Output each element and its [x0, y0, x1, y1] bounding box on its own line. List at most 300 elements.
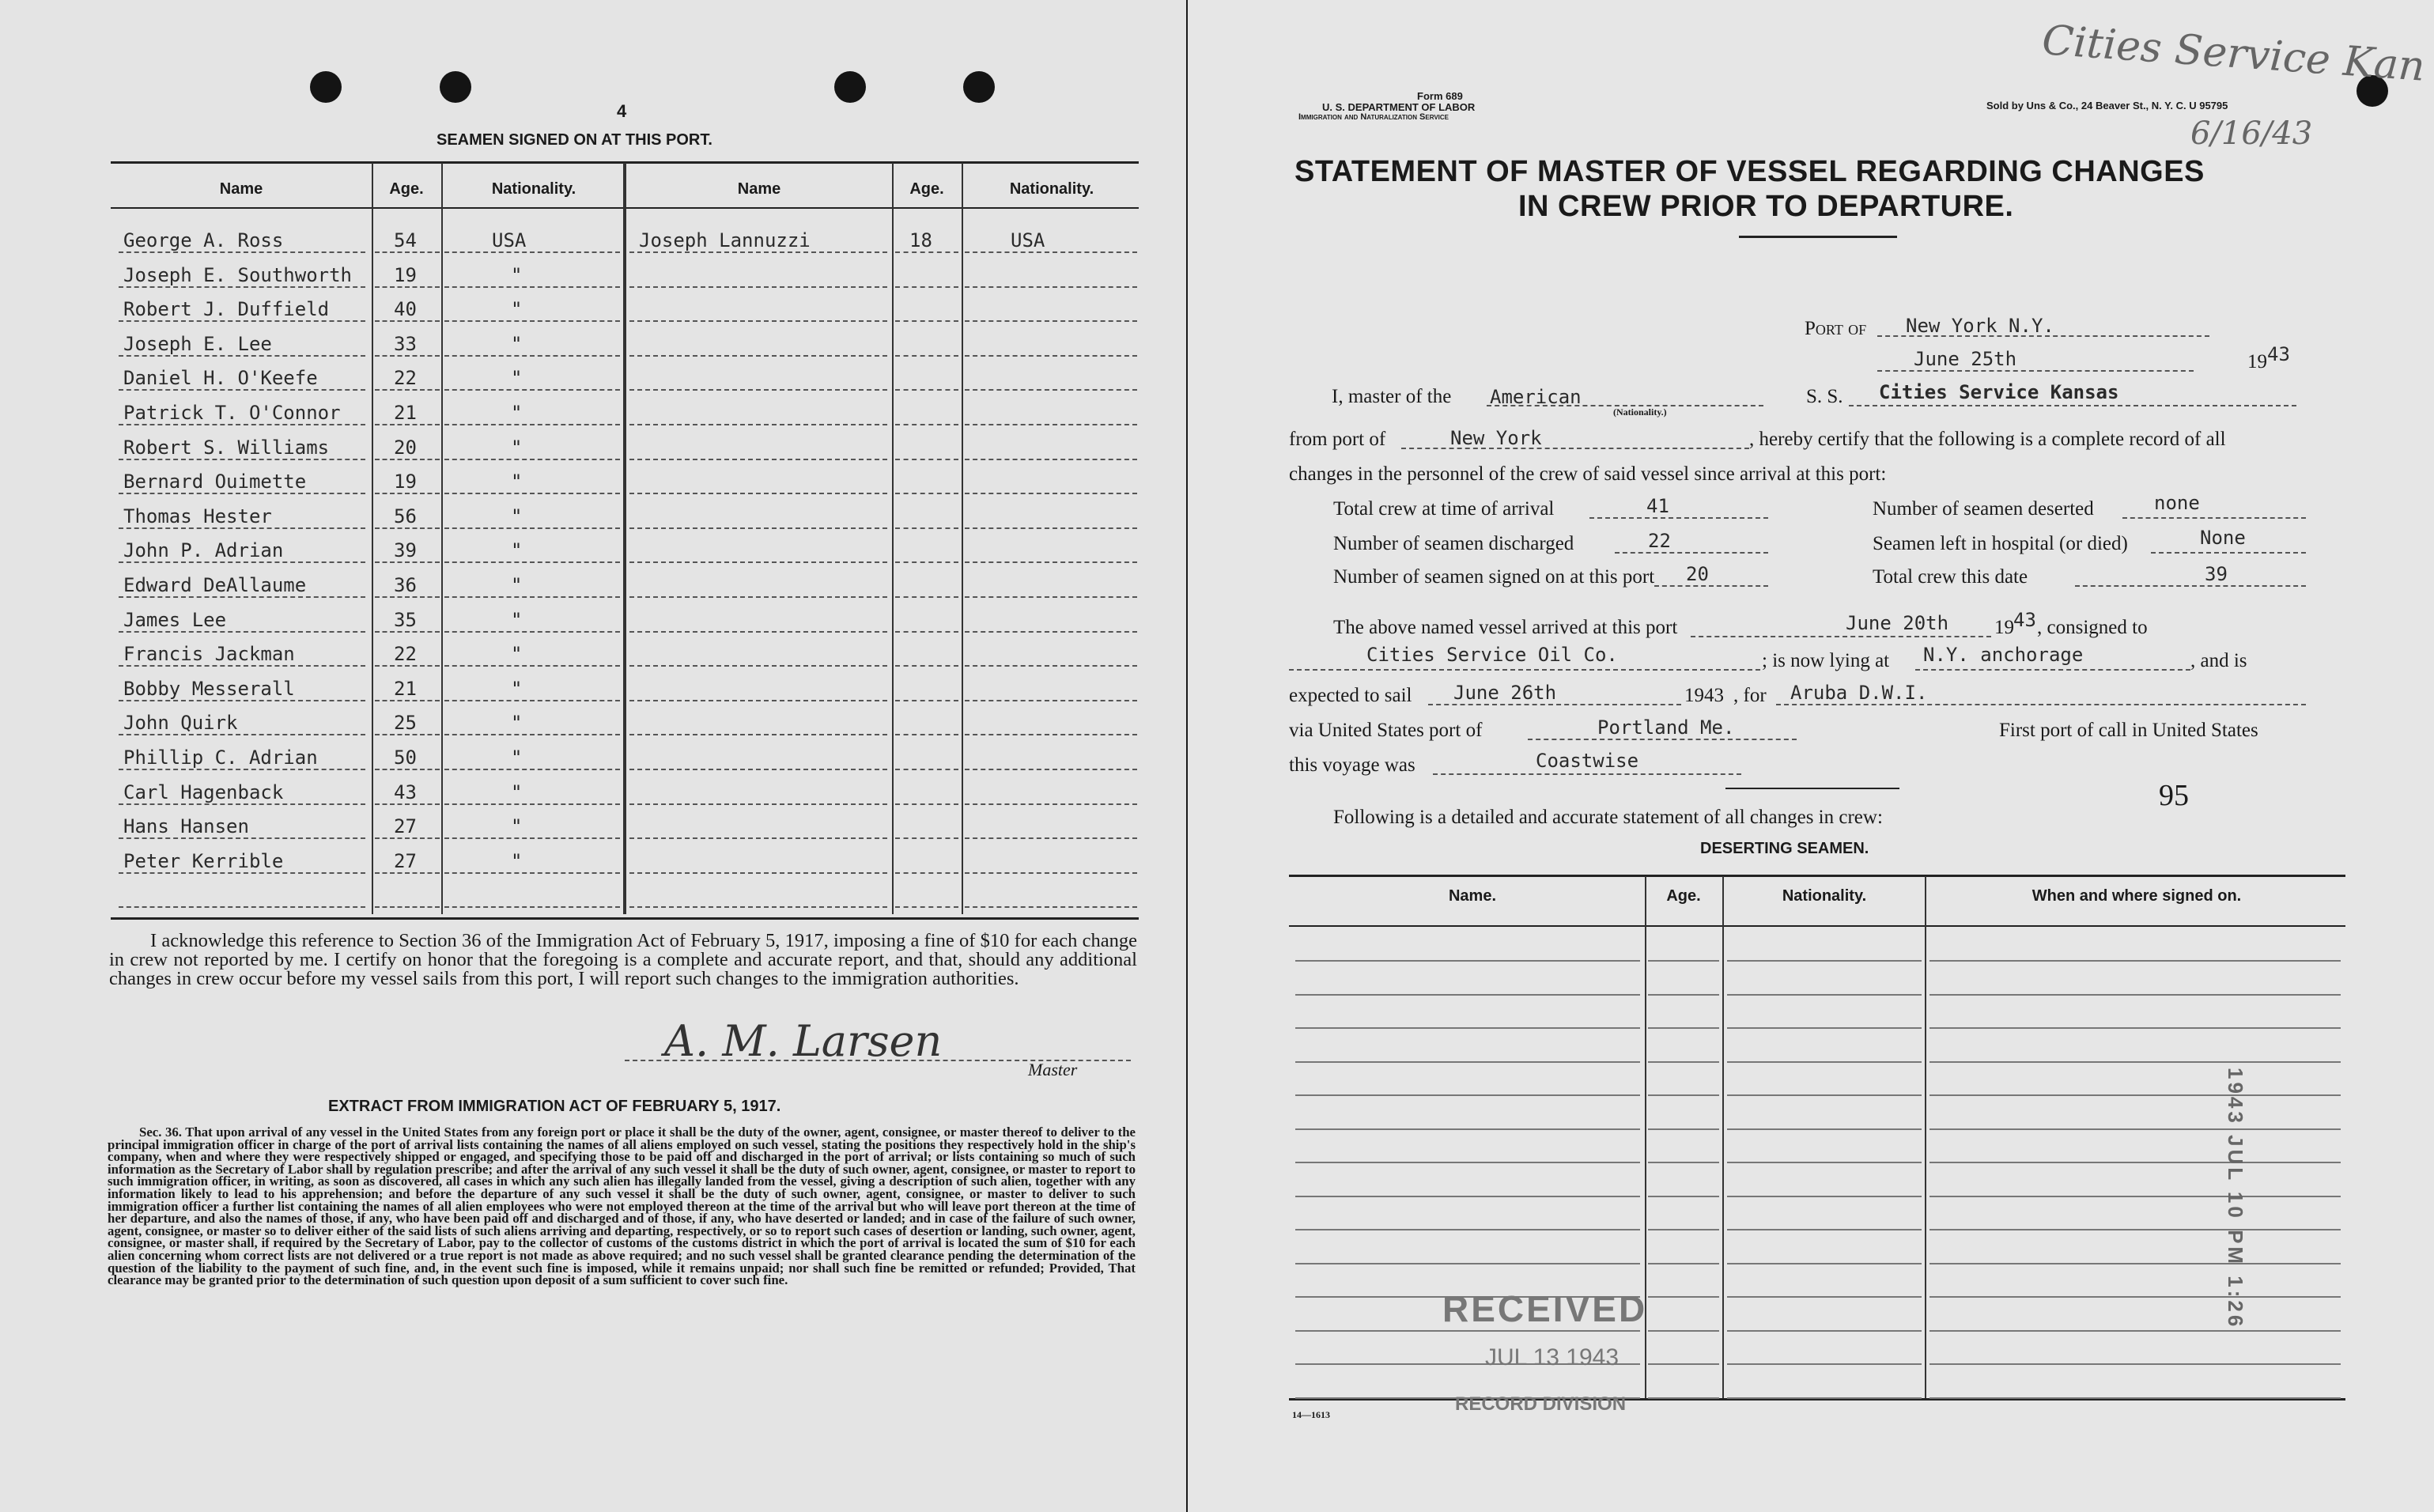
col-header-name: Name	[219, 180, 263, 198]
table-cell-age: 33	[394, 333, 417, 355]
desert-header-age: Age.	[1666, 887, 1701, 905]
year-prefix: 19	[2247, 351, 2267, 372]
row-rule	[1295, 1128, 1640, 1130]
discharged-label: Number of seamen discharged	[1333, 533, 1574, 554]
row-rule	[1648, 1263, 1719, 1264]
row-rule	[965, 493, 1137, 494]
row-rule	[895, 665, 958, 667]
table-cell-nationality: "	[511, 643, 523, 665]
row-rule	[119, 665, 365, 667]
col-header-name: Name	[737, 180, 781, 198]
table-cell-nationality: "	[511, 471, 523, 493]
row-rule	[1648, 1330, 1719, 1332]
row-rule	[1929, 1128, 2341, 1130]
table-cell-name: Joseph Lannuzzi	[639, 229, 811, 251]
form-title-line2: IN CREW PRIOR TO DEPARTURE.	[1518, 190, 2014, 223]
row-rule	[119, 769, 365, 770]
row-rule	[895, 561, 958, 563]
row-rule	[965, 631, 1137, 633]
row-rule	[1295, 1094, 1640, 1096]
col-divider	[623, 163, 626, 914]
row-rule	[629, 459, 887, 460]
row-rule	[444, 527, 620, 529]
row-rule	[1929, 994, 2341, 996]
row-rule	[1648, 1162, 1719, 1163]
row-rule	[965, 906, 1137, 908]
row-rule	[119, 424, 365, 425]
acknowledgement-text: I acknowledge this reference to Section 36 of the Immigration Act of February 5, 1917, imposing a fine of $10 for each change in crew not reported by me. I certify on honor that the foregoing is a complete and accurate report, and that, should any additional changes in crew occur before my vessel sails from this port, I will report such changes to the immigration authorities.	[109, 930, 1137, 989]
table-cell-nationality: "	[511, 678, 523, 700]
table-cell-age: 22	[394, 367, 417, 389]
row-rule	[895, 527, 958, 529]
table-cell-age: 27	[394, 850, 417, 872]
row-rule	[375, 872, 440, 874]
line	[1915, 669, 2190, 671]
row-rule	[119, 389, 365, 391]
row-rule	[629, 561, 887, 563]
department-label: U. S. DEPARTMENT OF LABOR	[1322, 101, 1476, 113]
row-rule	[1929, 1363, 2341, 1365]
line	[1289, 669, 1760, 671]
row-rule	[1727, 1162, 1922, 1163]
row-rule	[1929, 1061, 2341, 1063]
desert-table-top	[1289, 875, 2345, 877]
row-rule	[895, 320, 958, 322]
row-rule	[1295, 1061, 1640, 1063]
row-rule	[895, 906, 958, 908]
master-signature: A. M. Larsen	[664, 1016, 943, 1066]
table-cell-name: Carl Hagenback	[123, 781, 284, 803]
row-rule	[1727, 1094, 1922, 1096]
table-cell-age: 56	[394, 505, 417, 527]
page-number: 4	[617, 101, 627, 121]
total-crew-date-value: 39	[2205, 563, 2228, 585]
received-stamp: RECEIVED	[1442, 1288, 1648, 1329]
lying-label: ; is now lying at	[1762, 650, 1890, 671]
form-number: Form 689	[1417, 90, 1463, 102]
row-rule	[895, 769, 958, 770]
row-rule	[375, 320, 440, 322]
row-rule	[444, 700, 620, 701]
lying-value: N.Y. anchorage	[1923, 644, 2084, 666]
row-rule	[375, 355, 440, 357]
following-text: Following is a detailed and accurate statement of all changes in crew:	[1333, 807, 1883, 828]
row-rule	[1929, 1162, 2341, 1163]
row-rule	[119, 906, 365, 908]
total-crew-arrival-value: 41	[1646, 495, 1669, 517]
table-cell-age: 27	[394, 815, 417, 837]
row-rule	[1727, 1128, 1922, 1130]
voyage-value: Coastwise	[1536, 750, 1639, 772]
row-rule	[444, 769, 620, 770]
row-rule	[444, 320, 620, 322]
punch-hole	[440, 71, 471, 103]
line	[2151, 552, 2306, 554]
row-rule	[444, 803, 620, 805]
table-cell-age: 36	[394, 574, 417, 596]
row-rule	[965, 389, 1137, 391]
row-rule	[1648, 960, 1719, 962]
row-rule	[895, 734, 958, 735]
row-rule	[1648, 1061, 1719, 1063]
row-rule	[119, 803, 365, 805]
row-rule	[895, 631, 958, 633]
row-rule	[1295, 1162, 1640, 1163]
deserting-title: DESERTING SEAMEN.	[1700, 840, 1869, 857]
table-cell-age: 35	[394, 609, 417, 631]
row-rule	[1648, 1027, 1719, 1029]
row-rule	[1727, 1061, 1922, 1063]
row-rule	[444, 424, 620, 425]
col-header-nationality: Nationality.	[1009, 180, 1094, 198]
row-rule	[375, 803, 440, 805]
consigned-label: , consigned to	[2037, 617, 2148, 638]
row-rule	[895, 459, 958, 460]
row-rule	[1929, 1229, 2341, 1230]
table-cell-age: 43	[394, 781, 417, 803]
row-rule	[629, 872, 887, 874]
table-cell-age: 39	[394, 539, 417, 561]
col-divider	[441, 163, 443, 914]
row-rule	[965, 561, 1137, 563]
row-rule	[375, 665, 440, 667]
row-rule	[965, 734, 1137, 735]
extract-text: Sec. 36. That upon arrival of any vessel in the United States from any foreign port or place it shall be the duty of the owner, agent, consignee, or master thereof to deliver to the principal immigration officer in charge of the port of arrival lists containing the names of all aliens employed on such vessel, stating the positions they respectively hold in the ship's company, when and where they were respectively shipped or engaged, and specifying those to be paid off and discharged in the port of arrival; or lists containing so much of such information as the Secretary of Labor shall by regulation prescribe; and after the arrival of any such vessel it shall be the duty of such owner, agent, consignee, or master to report to such immigration officer, in writing, as soon as discovered, all cases in which any such alien has illegally landed from the vessel, giving a description of such alien, together with any information likely to lead to his apprehension; and before the departure of any such vessel it shall be the duty of such owner, agent, consignee, or master to deliver to such immigration officer a further list containing the names of all alien employees who were not employed thereon at the time of the arrival but who will leave port thereon at the time of her departure, and also the names of those, if any, who have been paid off and discharged and of those, if any, who have deserted or landed; and in case of the failure of such owner, agent, consignee, or master so to deliver either of the said lists of such aliens arriving and departing, respectively, or so to report such cases of desertion or landing, such owner, agent, consignee, or master shall, if required by the Secretary of Labor, pay to the collector of customs of the customs district in which the port of arrival is located the sum of $10 for each alien concerning whom correct lists are not delivered or a true report is not made as above required; and no such vessel shall be granted clearance pending the determination of the question of the liability to the payment of such fine, and, in the event such fine is imposed, while it remains unpaid; nor shall such fine be remitted or refunded; Provided, That clearance may be granted prior to the determination of such question upon deposit of a sum sufficient to cover such fine.	[108, 1125, 1136, 1288]
row-rule	[895, 872, 958, 874]
col-divider	[962, 163, 963, 914]
row-rule	[895, 355, 958, 357]
row-rule	[444, 286, 620, 288]
row-rule	[444, 906, 620, 908]
row-rule	[444, 872, 620, 874]
row-rule	[1727, 1296, 1922, 1298]
row-rule	[444, 251, 620, 253]
row-rule	[1648, 1363, 1719, 1365]
table-cell-name: Joseph E. Lee	[123, 333, 272, 355]
table-cell-age: 22	[394, 643, 417, 665]
table-cell-nationality: "	[511, 747, 523, 769]
table-cell-name: John Quirk	[123, 712, 238, 734]
table-cell-name: James Lee	[123, 609, 227, 631]
deserted-label: Number of seamen deserted	[1873, 498, 2094, 520]
arrived-year-prefix: 19	[1994, 617, 2014, 638]
row-rule	[1295, 960, 1640, 962]
desert-header-rule	[1289, 925, 2345, 927]
table-cell-nationality: "	[511, 402, 523, 424]
line	[1528, 739, 1797, 740]
row-rule	[375, 837, 440, 839]
via-label: via United States port of	[1289, 720, 1483, 741]
col-divider	[892, 163, 894, 914]
table-cell-nationality: "	[511, 367, 523, 389]
for-label: , for	[1733, 685, 1767, 706]
line	[2075, 585, 2306, 587]
table-cell-name: Robert S. Williams	[123, 437, 330, 459]
row-rule	[629, 286, 887, 288]
expected-label: expected to sail	[1289, 685, 1412, 706]
extract-title: EXTRACT FROM IMMIGRATION ACT OF FEBRUARY 5, 1917.	[328, 1098, 781, 1115]
row-rule	[1727, 1397, 1922, 1399]
row-rule	[375, 459, 440, 460]
row-rule	[629, 837, 887, 839]
row-rule	[965, 837, 1137, 839]
row-rule	[895, 493, 958, 494]
table-cell-nationality: "	[511, 264, 523, 286]
consignee-value: Cities Service Oil Co.	[1366, 644, 1618, 666]
row-rule	[444, 596, 620, 598]
row-rule	[119, 872, 365, 874]
row-rule	[1929, 960, 2341, 962]
row-rule	[965, 872, 1137, 874]
row-rule	[375, 527, 440, 529]
row-rule	[119, 700, 365, 701]
table-cell-age: 20	[394, 437, 417, 459]
table-cell-nationality: USA	[1011, 229, 1045, 251]
table-cell-name: Bernard Ouimette	[123, 471, 307, 493]
date-stamp-vertical: 1943 JUL 10 PM 1:26	[2224, 1068, 2247, 1330]
signed-on-value: 20	[1686, 563, 1709, 585]
row-rule	[895, 700, 958, 701]
row-rule	[965, 355, 1137, 357]
via-value: Portland Me.	[1597, 716, 1735, 739]
row-rule	[629, 527, 887, 529]
table-cell-nationality: "	[511, 333, 523, 355]
row-rule	[629, 700, 887, 701]
row-rule	[965, 596, 1137, 598]
row-rule	[1929, 1296, 2341, 1298]
hospital-label: Seamen left in hospital (or died)	[1873, 533, 2128, 554]
left-page	[0, 0, 1186, 1512]
row-rule	[965, 527, 1137, 529]
from-port-label: from port of	[1289, 429, 1386, 450]
table-cell-name: Robert J. Duffield	[123, 298, 330, 320]
row-rule	[444, 734, 620, 735]
row-rule	[119, 286, 365, 288]
table-cell-name: Thomas Hester	[123, 505, 272, 527]
table-cell-name: Daniel H. O'Keefe	[123, 367, 318, 389]
row-rule	[629, 734, 887, 735]
total-crew-date-label: Total crew this date	[1873, 566, 2028, 588]
row-rule	[444, 665, 620, 667]
row-rule	[119, 734, 365, 735]
row-rule	[965, 320, 1137, 322]
ship-name: Cities Service Kansas	[1879, 381, 2119, 403]
row-rule	[1648, 1128, 1719, 1130]
col-divider	[372, 163, 373, 914]
row-rule	[629, 596, 887, 598]
hospital-value: None	[2200, 527, 2246, 549]
table-cell-nationality: USA	[492, 229, 527, 251]
date-line	[1877, 370, 2194, 372]
row-rule	[375, 424, 440, 425]
table-cell-nationality: "	[511, 574, 523, 596]
row-rule	[444, 837, 620, 839]
row-rule	[1727, 1196, 1922, 1197]
table-cell-age: 50	[394, 747, 417, 769]
table-cell-age: 21	[394, 402, 417, 424]
ship-line	[1849, 405, 2296, 406]
row-rule	[375, 596, 440, 598]
row-rule	[629, 803, 887, 805]
signed-on-label: Number of seamen signed on at this port	[1333, 566, 1655, 588]
table-cell-age: 21	[394, 678, 417, 700]
nationality-caption: (Nationality.)	[1613, 406, 1667, 418]
row-rule	[444, 355, 620, 357]
row-rule	[895, 389, 958, 391]
row-rule	[895, 596, 958, 598]
row-rule	[629, 493, 887, 494]
row-rule	[1929, 1094, 2341, 1096]
col-header-age: Age.	[909, 180, 944, 198]
handwritten-date: 6/16/43	[2190, 115, 2313, 152]
row-rule	[119, 527, 365, 529]
row-rule	[375, 561, 440, 563]
row-rule	[119, 631, 365, 633]
table-cell-name: Francis Jackman	[123, 643, 295, 665]
section-title: SEAMEN SIGNED ON AT THIS PORT.	[437, 131, 712, 149]
row-rule	[629, 355, 887, 357]
table-cell-name: John P. Adrian	[123, 539, 284, 561]
row-rule	[375, 286, 440, 288]
row-rule	[444, 389, 620, 391]
row-rule	[1727, 1229, 1922, 1230]
arrived-year: 43	[2013, 609, 2036, 631]
row-rule	[1648, 1229, 1719, 1230]
row-rule	[1727, 994, 1922, 996]
row-rule	[1648, 1094, 1719, 1096]
row-rule	[1929, 1330, 2341, 1332]
row-rule	[965, 803, 1137, 805]
table-cell-age: 40	[394, 298, 417, 320]
row-rule	[629, 631, 887, 633]
row-rule	[444, 561, 620, 563]
row-rule	[629, 665, 887, 667]
punch-hole	[834, 71, 866, 103]
col-header-nationality: Nationality.	[491, 180, 576, 198]
row-rule	[375, 389, 440, 391]
col-divider	[1722, 876, 1724, 1398]
line	[1691, 636, 1991, 637]
changes-text: changes in the personnel of the crew of said vessel since arrival at this port:	[1289, 463, 1887, 485]
row-rule	[629, 389, 887, 391]
row-rule	[444, 631, 620, 633]
record-division-stamp: RECORD DIVISION	[1455, 1393, 1627, 1415]
desert-header-name: Name.	[1448, 887, 1497, 905]
row-rule	[1929, 1263, 2341, 1264]
page-number: 95	[2159, 779, 2189, 812]
punch-hole	[310, 71, 342, 103]
row-rule	[1727, 1330, 1922, 1332]
row-rule	[375, 734, 440, 735]
desert-header-nationality: Nationality.	[1782, 887, 1867, 905]
first-port-label: First port of call in United States	[1999, 720, 2258, 741]
row-rule	[965, 251, 1137, 253]
line	[1433, 773, 1741, 775]
row-rule	[375, 251, 440, 253]
row-rule	[629, 320, 887, 322]
table-cell-nationality: "	[511, 712, 523, 734]
row-rule	[1295, 1263, 1640, 1264]
master-label: Master	[1028, 1060, 1078, 1079]
table-bottom-rule	[111, 917, 1139, 920]
row-rule	[965, 665, 1137, 667]
handwritten-note: Cities Service Kan	[2040, 17, 2427, 91]
deserted-value: none	[2154, 492, 2200, 514]
row-rule	[629, 769, 887, 770]
arrived-value: June 20th	[1846, 612, 1949, 634]
row-rule	[444, 493, 620, 494]
table-cell-nationality: "	[511, 539, 523, 561]
table-cell-age: 25	[394, 712, 417, 734]
row-rule	[119, 561, 365, 563]
table-cell-nationality: "	[511, 609, 523, 631]
row-rule	[965, 424, 1137, 425]
row-rule	[119, 251, 365, 253]
row-rule	[375, 769, 440, 770]
row-rule	[629, 906, 887, 908]
row-rule	[1648, 1196, 1719, 1197]
row-rule	[1929, 1027, 2341, 1029]
col-header-age: Age.	[389, 180, 424, 198]
expected-value: June 26th	[1453, 682, 1557, 704]
line	[2122, 517, 2306, 519]
line	[1615, 552, 1768, 554]
nationality-value: American	[1490, 386, 1582, 408]
row-rule	[375, 493, 440, 494]
desert-header-signed-on: When and where signed on.	[2031, 887, 2242, 905]
row-rule	[1727, 1263, 1922, 1264]
row-rule	[1929, 1397, 2341, 1399]
table-cell-nationality: "	[511, 437, 523, 459]
year-value: 43	[2267, 343, 2290, 365]
row-rule	[1295, 994, 1640, 996]
row-rule	[895, 424, 958, 425]
table-cell-name: Phillip C. Adrian	[123, 747, 318, 769]
footer-code: 14—1613	[1292, 1409, 1330, 1420]
row-rule	[965, 700, 1137, 701]
row-rule	[1295, 1196, 1640, 1197]
row-rule	[1648, 1397, 1719, 1399]
ss-label: S. S.	[1806, 386, 1843, 407]
row-rule	[1295, 1330, 1640, 1332]
total-crew-arrival-label: Total crew at time of arrival	[1333, 498, 1555, 520]
row-rule	[1295, 1229, 1640, 1230]
certify-text: , hereby certify that the following is a complete record of all	[1749, 429, 2226, 450]
seller-label: Sold by Uns & Co., 24 Beaver St., N. Y. C. U 95795	[1986, 100, 2228, 112]
row-rule	[119, 355, 365, 357]
divider	[1725, 788, 1899, 789]
row-rule	[119, 320, 365, 322]
row-rule	[895, 251, 958, 253]
line	[1428, 704, 1681, 705]
row-rule	[119, 493, 365, 494]
row-rule	[629, 424, 887, 425]
col-divider	[1925, 876, 1926, 1398]
discharged-value: 22	[1648, 530, 1671, 552]
row-rule	[1727, 960, 1922, 962]
row-rule	[375, 631, 440, 633]
master-of-label: I, master of the	[1332, 386, 1452, 407]
table-cell-age: 19	[394, 264, 417, 286]
table-cell-name: George A. Ross	[123, 229, 284, 251]
line	[1654, 585, 1768, 587]
arrived-label: The above named vessel arrived at this port	[1333, 617, 1678, 638]
table-cell-age: 54	[394, 229, 417, 251]
from-port-value: New York	[1450, 427, 1542, 449]
table-cell-nationality: "	[511, 850, 523, 872]
expected-year: 1943	[1684, 685, 1724, 706]
right-page	[1188, 0, 2434, 1512]
